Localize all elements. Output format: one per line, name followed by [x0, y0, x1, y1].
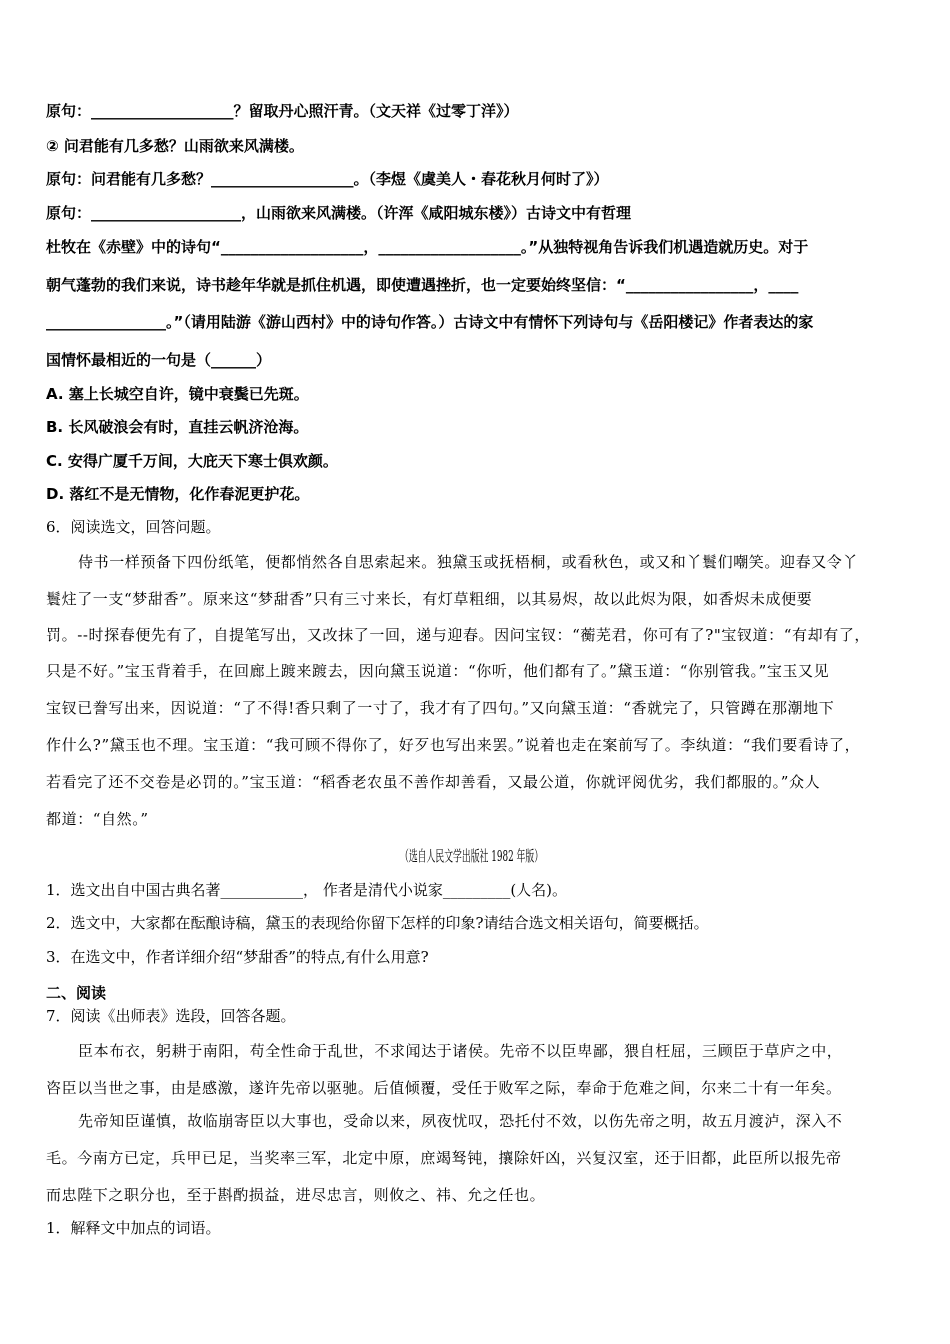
- passage-line: 若看完了还不交卷是必罚的。”宝玉道：“稻香老农虽不善作却善看，又最公道，你就评阅优劣，我们都服的。”众人: [46, 773, 821, 791]
- passage-line: 宝钗已誊写出来，因说道：“了不得!香只剩了一寸了，我才有了四句。”又向黛玉道：“香就完了，只管蹲在那潮地下: [46, 699, 835, 717]
- question-6-3: 3．在选文中，作者详细介绍“梦甜香”的特点,有什么用意?: [46, 948, 429, 966]
- passage-source: （选自人民文学出版社 1982 年版）: [400, 847, 544, 865]
- option-c: C. 安得广厦千万间，大庇天下寒士俱欢颜。: [46, 452, 338, 470]
- passage-line: 只是不好。”宝玉背着手，在回廊上踱来踱去，因向黛玉说道：“你听，他们都有了。”黛玉道：“你别管我。”宝玉又见: [46, 662, 830, 680]
- poetry-line-2: ② 问君能有几多愁？山雨欲来风满楼。: [46, 137, 304, 155]
- chushibiao-line: 毛。今南方已定，兵甲已足，当奖率三军，北定中原，庶竭驽钝，攘除奸凶，兴复汉室，还于旧都，此臣所以报先帝: [46, 1149, 842, 1167]
- question-7-title: 7．阅读《出师表》选段，回答各题。: [46, 1007, 296, 1025]
- chushibiao-line: 而忠陛下之职分也，至于斟酌损益，进尽忠言，则攸之、祎、允之任也。: [46, 1186, 546, 1204]
- poetry-line-3: 原句：问君能有几多愁？___________________。（李煜《虞美人・春花秋月何时了》）: [46, 170, 609, 188]
- option-d: D. 落红不是无情物，化作春泥更护花。: [46, 485, 310, 503]
- question-6-1: 1．选文出自中国古典名著___________， 作者是清代小说家_________(人名)。: [46, 881, 568, 899]
- chushibiao-line: 咨臣以当世之事，由是感激，遂许先帝以驱驰。后值倾覆，受任于败军之际，奉命于危难之间，尔来二十有一年矣。: [46, 1079, 842, 1097]
- question-6-2: 2．选文中，大家都在酝酿诗稿，黛玉的表现给你留下怎样的印象?请结合选文相关语句，简要概括。: [46, 914, 709, 932]
- passage-line: 罚。--时探春便先有了，自提笔写出，又改抹了一回，递与迎春。因问宝钗：“蘅芜君，你可有了?"宝钗道：“有却有了，: [46, 626, 871, 644]
- option-b: B. 长风破浪会有时，直挂云帆济沧海。: [46, 418, 309, 436]
- passage-line: 作什么?”黛玉也不理。宝玉道：“我可顾不得你了，好歹也写出来罢。”说着也走在案前写了。李纨道：“我们要看诗了，: [46, 736, 861, 754]
- poetry-line-4: 原句：____________________，山雨欲来风满楼。（许浑《咸阳城东楼》）古诗文中有哲理: [46, 204, 632, 222]
- section-heading: 二、阅读: [46, 984, 107, 1002]
- chushibiao-line: 先帝知臣谨慎，故临崩寄臣以大事也，受命以来，夙夜忧叹，恐托付不效，以伤先帝之明，故五月渡泸，深入不: [78, 1112, 843, 1130]
- chushibiao-line: 臣本布衣，躬耕于南阳，苟全性命于乱世，不求闻达于诸侯。先帝不以臣卑鄙，猥自枉屈，三顾臣于草庐之中，: [78, 1042, 843, 1060]
- passage-line: 鬟炷了一支“梦甜香”。原来这“梦甜香”只有三寸来长，有灯草粗细，以其易烬，故以此烬为限，如香烬未成便要: [46, 590, 813, 608]
- poetry-line-6: 朝气蓬勃的我们来说，诗书趁年华就是抓住机遇，即使遭遇挫折，也一定要始终坚信：“_________________，____: [46, 276, 799, 294]
- option-a: A. 塞上长城空自许，镜中衰鬓已先斑。: [46, 385, 309, 403]
- poetry-line-7: ________________。”（请用陆游《游山西村》中的诗句作答。）古诗文中有情怀下列诗句与《岳阳楼记》作者表达的家: [46, 313, 814, 331]
- question-6-title: 6．阅读选文，回答问题。: [46, 518, 221, 536]
- poetry-line-5: 杜牧在《赤壁》中的诗句“___________________，___________________。”从独特视角告诉我们机遇造就历史。对于: [46, 238, 809, 256]
- poetry-line-1: 原句：___________________？留取丹心照汗青。（文天祥《过零丁洋》）: [46, 102, 519, 120]
- passage-line: 侍书一样预备下四份纸笔，便都悄然各自思索起来。独黛玉或抚梧桐，或看秋色，或又和丫鬟们嘲笑。迎春又令丫: [78, 553, 859, 571]
- question-7-1: 1．解释文中加点的词语。: [46, 1219, 221, 1237]
- poetry-line-8: 国情怀最相近的一句是（______）: [46, 351, 272, 369]
- passage-line: 都道：“自然。”: [46, 810, 149, 828]
